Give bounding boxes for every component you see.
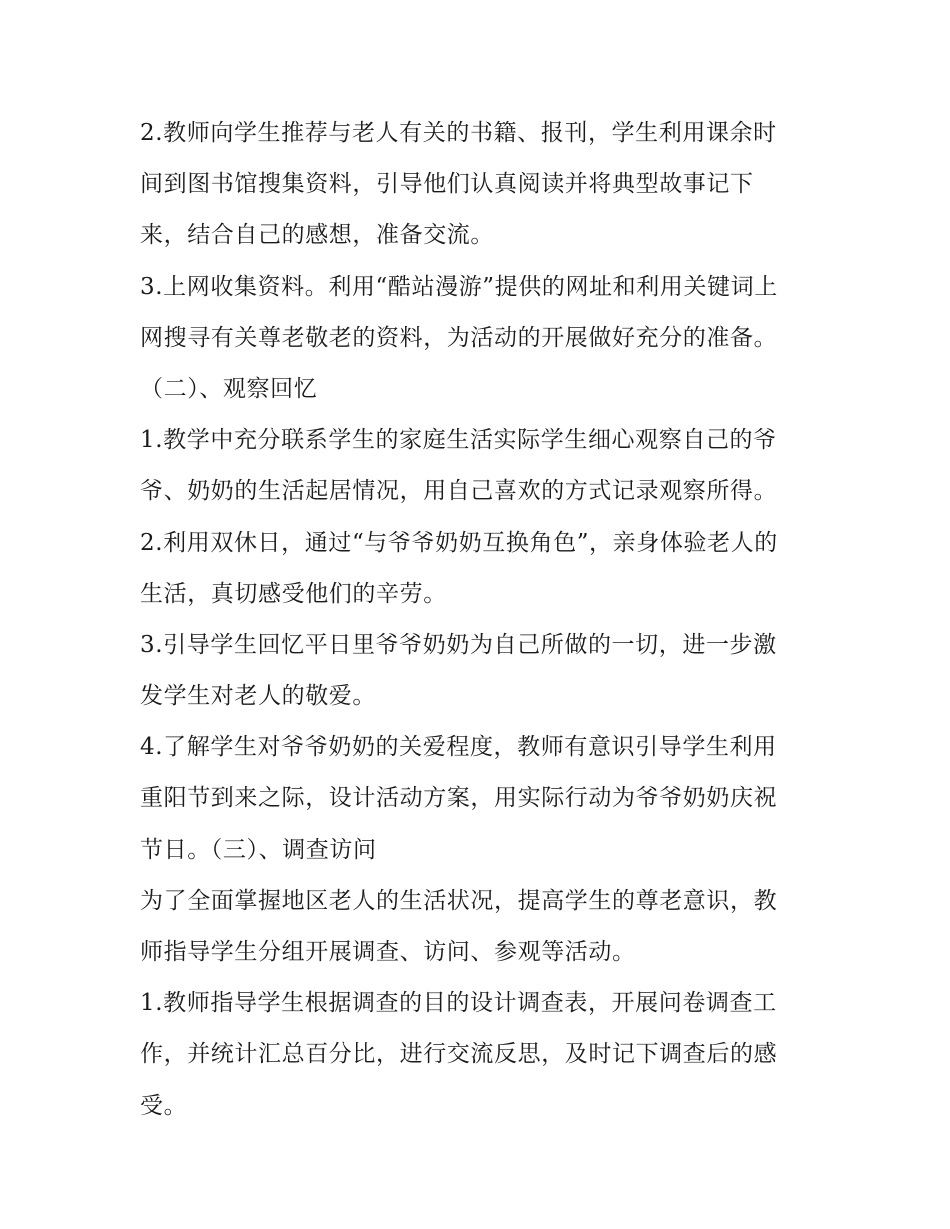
text-line-10: 生活，真切感受他们的辛劳。 xyxy=(140,580,447,607)
text-line-20: 受。 xyxy=(140,1092,188,1119)
text-line-16: 为了全面掌握地区老人的生活状况，提高学生的尊老意识，教 xyxy=(140,887,778,914)
section-heading-survey: 节日。（三）、调查访问 xyxy=(140,836,377,863)
document-body xyxy=(140,108,820,1132)
text-line-19: 作，并统计汇总百分比，进行交流反思，及时记下调查后的感 xyxy=(140,1041,778,1068)
text-line-3: 来，结合自己的感想，准备交流。 xyxy=(140,222,494,249)
text-line-4: 3.上网收集资料。利用“酷站漫游”提供的网址和利用关键词上 xyxy=(140,273,778,300)
text-line-17: 师指导学生分组开展调查、访问、参观等活动。 xyxy=(140,939,636,965)
text-line-1: 2.教师向学生推荐与老人有关的书籍、报刊，学生利用课余时 xyxy=(140,120,777,146)
text-line-5: 网搜寻有关尊老敬老的资料，为活动的开展做好充分的准备。 xyxy=(140,324,778,351)
text-line-2: 间到图书馆搜集资料，引导他们认真阅读并将典型故事记下 xyxy=(140,171,754,198)
text-line-7: 1.教学中充分联系学生的家庭生活实际学生细心观察自己的爷 xyxy=(140,427,777,454)
text-line-8: 爷、奶奶的生活起居情况，用自己喜欢的方式记录观察所得。 xyxy=(140,478,778,505)
text-line-13: 4.了解学生对爷爷奶奶的关爱程度，教师有意识引导学生利用 xyxy=(140,734,777,761)
text-line-11: 3.引导学生回忆平日里爷爷奶奶为自己所做的一切，进一步激 xyxy=(140,631,777,658)
section-heading-observe: （二）、观察回忆 xyxy=(140,375,318,402)
text-line-14: 重阳节到来之际，设计活动方案，用实际行动为爷爷奶奶庆祝 xyxy=(140,785,778,812)
text-line-9: 2.利用双休日，通过“与爷爷奶奶互换角色”，亲身体验老人的 xyxy=(140,529,778,556)
text-line-12: 发学生对老人的敬爱。 xyxy=(140,683,376,710)
text-line-18: 1.教师指导学生根据调查的目的设计调查表，开展问卷调查工 xyxy=(140,990,777,1017)
